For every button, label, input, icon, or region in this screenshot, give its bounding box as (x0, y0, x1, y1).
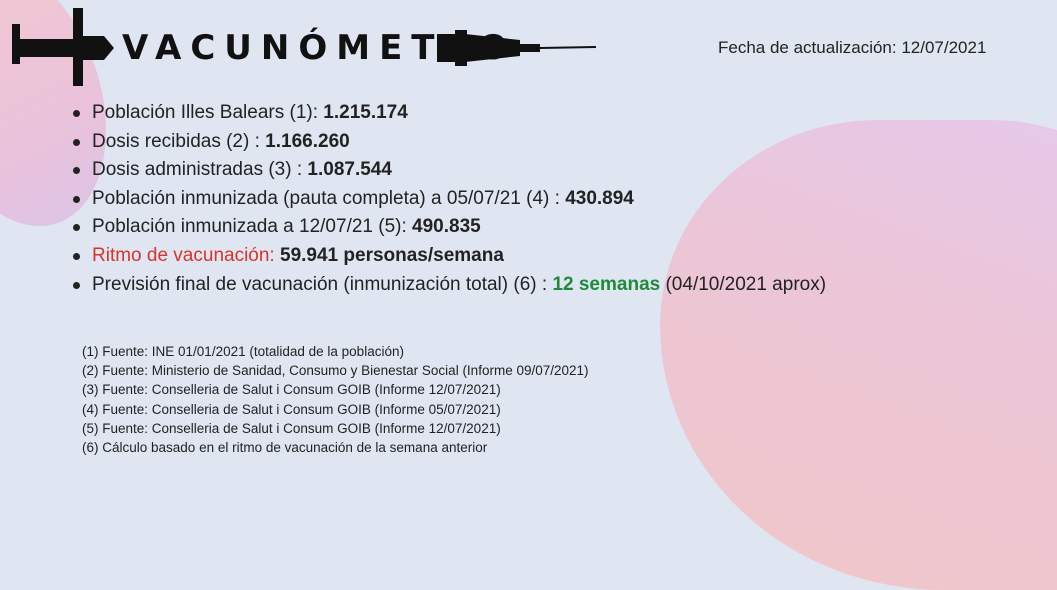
stat-value: 430.894 (565, 187, 634, 209)
footnote: (6) Cálculo basado en el ritmo de vacunación de la semana anterior (82, 440, 488, 456)
stat-label: Población inmunizada a 12/07/21 (5): (92, 216, 413, 238)
stat-value: 12 semanas (552, 273, 661, 295)
stat-vaccination-rate (70, 242, 826, 271)
stat-forecast (70, 271, 826, 300)
stat-value: 1.215.174 (323, 102, 408, 123)
stats-list (70, 99, 826, 299)
stat-value: 490.835 (412, 216, 481, 238)
footnote: (1) Fuente: INE 01/01/2021 (totalidad de la población) (82, 344, 404, 359)
stat-population (70, 99, 826, 128)
footnote: (4) Fuente: Conselleria de Salut i Consum GOIB (Informe 05/07/2021) (82, 401, 501, 417)
footnote: (3) Fuente: Conselleria de Salut i Consum GOIB (Informe 12/07/2021) (82, 382, 501, 398)
stat-label: Población inmunizada (pauta completa) a 05/07/21 (4) : (92, 187, 566, 209)
footnote: (2) Fuente: Ministerio de Sanidad, Consumo y Bienestar Social (Informe 09/07/2021) (82, 363, 589, 379)
footnotes (82, 342, 589, 457)
stat-label: Población Illes Balears (1): (92, 102, 324, 123)
stat-value: 1.166.260 (265, 130, 350, 152)
stat-doses-received (70, 128, 826, 157)
header (0, 0, 1057, 90)
page-title: VACUNÓMETRO (122, 28, 517, 68)
stat-value: 59.941 personas/semana (280, 244, 504, 266)
stat-suffix: (04/10/2021 aprox) (660, 273, 827, 295)
stat-label: Ritmo de vacunación: (92, 244, 280, 266)
stat-label: Previsión final de vacunación (inmunización total) (6) : (92, 273, 553, 295)
footnote: (5) Fuente: Conselleria de Salut i Consum GOIB (Informe 12/07/2021) (82, 420, 501, 436)
stat-label: Dosis administradas (3) : (92, 159, 308, 181)
stat-immunized (70, 213, 826, 242)
stat-doses-administered (70, 156, 826, 185)
stat-value: 1.087.544 (307, 159, 392, 181)
stat-immunized-complete (70, 185, 826, 214)
update-date: Fecha de actualización: 12/07/2021 (718, 38, 987, 57)
stat-label: Dosis recibidas (2) : (92, 130, 266, 152)
